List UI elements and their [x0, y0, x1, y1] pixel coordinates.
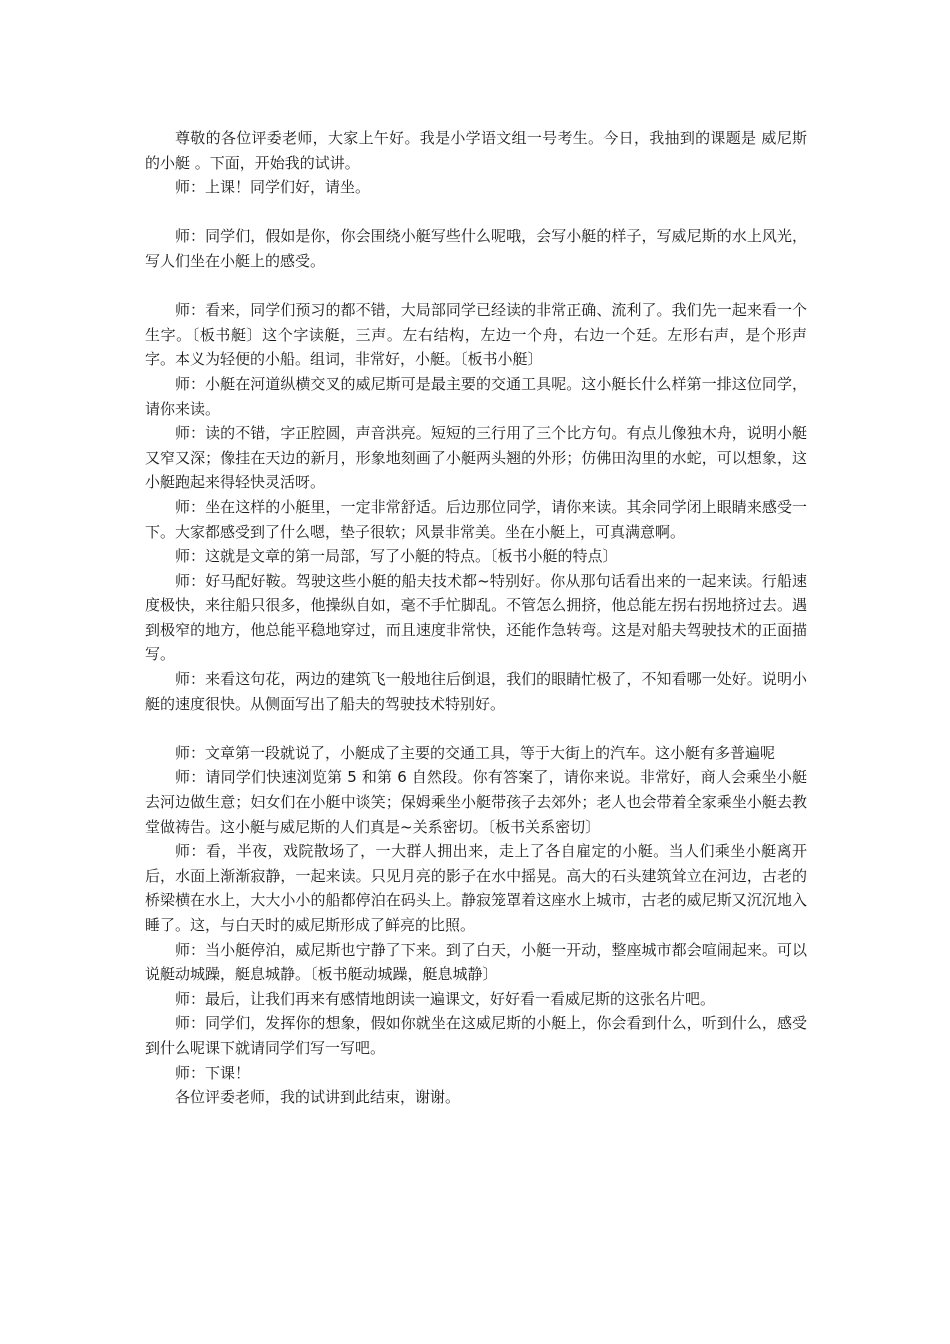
paragraph-speed: 师：来看这句花，两边的建筑飞一般地往后倒退，我们的眼睛忙极了，不知看哪一处好。说明小艇的速度很快。从侧面写出了船夫的驾驶技术特别好。	[145, 670, 807, 713]
paragraph-gap	[145, 274, 807, 299]
paragraph-new-character: 师：看来，同学们预习的都不错，大局部同学已经读的非常正确、流利了。我们先一起来看一个生字。〔板书艇〕这个字读艇，三声。左右结构，左边一个舟，右边一个廷。左形右声，是个形声字。本义为轻便的小船。组词，非常好，小艇。〔板书小艇〕	[145, 301, 807, 369]
paragraph-close-relation: 师：请同学们快速浏览第 5 和第 6 自然段。你有答案了，请你来说。非常好，商人会乘坐小艇去河边做生意；妇女们在小艇中谈笑；保姆乘坐小艇带孩子去郊外；老人也会带着全家乘坐小艇去教堂做祷告。这小艇与威尼斯的人们真是~关系密切。〔板书关系密切〕	[145, 768, 807, 836]
paragraph-boatman-skill: 师：好马配好鞍。驾驶这些小艇的船夫技术都~特别好。你从那句话看出来的一起来读。行船速度极快，来往船只很多，他操纵自如，毫不手忙脚乱。不管怎么拥挤，他总能左拐右拐地挤过去。遇到极窄的地方，他总能平稳地穿过，而且速度非常快，还能作急转弯。这是对船夫驾驶技术的正面描写。	[145, 571, 807, 664]
paragraph-homework: 师：同学们，发挥你的想象，假如你就坐在这威尼斯的小艇上，你会看到什么，听到什么，感受到什么呢课下就请同学们写一写吧。	[145, 1014, 807, 1057]
paragraph-night: 师：看，半夜，戏院散场了，一大群人拥出来，走上了各自雇定的小艇。当人们乘坐小艇离开后，水面上渐渐寂静，一起来读。只见月亮的影子在水中摇晃。高大的石头建筑耸立在河边，古老的桥梁横在水上，大大小小的船都停泊在码头上。静寂笼罩着这座水上城市，古老的威尼斯又沉沉地入睡了。这，与白天时的威尼斯形成了鲜亮的比照。	[145, 842, 807, 934]
paragraph-metaphors: 师：读的不错，字正腔圆，声音洪亮。短短的三行用了三个比方句。有点儿像独木舟，说明小艇又窄又深；像挂在天边的新月，形象地刻画了小艇两头翘的外形；仿佛田沟里的水蛇，可以想象，这小艇跑起来得轻快灵活呀。	[145, 424, 807, 492]
paragraph-greeting: 尊敬的各位评委老师，大家上午好。我是小学语文组一号考生。今日，我抽到的课题是 威尼斯的小艇 。下面，开始我的试讲。	[145, 129, 807, 172]
paragraph-comfort: 师：坐在这样的小艇里，一定非常舒适。后边那位同学，请你来读。其余同学闭上眼睛来感受一下。大家都感受到了什么嗯，垫子很软；风景非常美。坐在小艇上，可真满意啊。	[145, 497, 807, 541]
paragraph-class-start: 师：上课！同学们好，请坐。	[175, 178, 371, 197]
paragraph-transport: 师：文章第一段就说了，小艇成了主要的交通工具，等于大街上的汽车。这小艇有多普遍呢	[175, 743, 776, 762]
paragraph-class-end: 师：下课！	[175, 1063, 251, 1082]
paragraph-features: 师：这就是文章的第一局部，写了小艇的特点。〔板书小艇的特点〕	[175, 547, 618, 566]
paragraph-gap	[145, 200, 807, 225]
paragraph-read-aloud: 师：最后，让我们再来有感情地朗读一遍课文，好好看一看威尼斯的这张名片吧。	[175, 989, 716, 1008]
document-body	[145, 126, 807, 1110]
paragraph-closing: 各位评委老师，我的试讲到此结束，谢谢。	[175, 1088, 461, 1107]
paragraph-boat-appearance: 师：小艇在河道纵横交叉的威尼斯可是最主要的交通工具呢。这小艇长什么样第一排这位同学，请你来读。	[145, 374, 807, 418]
paragraph-city-quiet: 师：当小艇停泊，威尼斯也宁静了下来。到了白天，小艇一开动，整座城市都会喧闹起来。可以说艇动城躁，艇息城静。〔板书艇动城躁，艇息城静〕	[145, 940, 807, 984]
paragraph-gap	[145, 716, 807, 741]
paragraph-question: 师：同学们，假如是你，你会围绕小艇写些什么呢哦，会写小艇的样子，写威尼斯的水上风光，写人们坐在小艇上的感受。	[145, 227, 807, 270]
